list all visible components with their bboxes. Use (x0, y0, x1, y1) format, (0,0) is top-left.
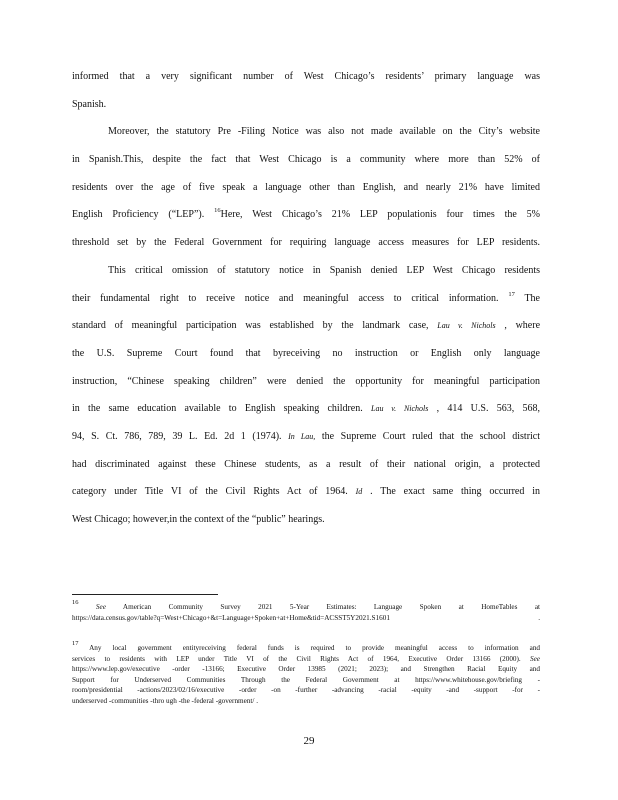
footnote-text: under Title VI of the Civil Rights Act of 1964, Executive Order 13166 (2000). (198, 654, 521, 663)
footnote-line: Support for Underserved Communities Through the Federal Government at https://www.whitehouse.gov/briefing - (72, 675, 540, 684)
body-line (72, 285, 540, 313)
footnote-text: Any local government entityreceiving federal funds is required to provide meaningful access to information and (89, 644, 541, 652)
footnote-ref-17[interactable]: 17 (508, 290, 515, 298)
body-text-fragment: , where (504, 320, 541, 332)
body-line: residents over the age of five speak a language other than English, and nearly 21% have limited (72, 181, 540, 193)
body-text-fragment: . The exact same thing occurred in (370, 486, 540, 498)
footnote-ref-16[interactable]: 16 (214, 207, 221, 215)
body-line: instruction, “Chinese speaking children” were denied the opportunity for meaningful participation (72, 375, 540, 387)
footnote-17 (72, 640, 541, 707)
footnote-text: American Community Survey 2021 5-Year Estimates: Language Spoken at HomeTables at (122, 603, 541, 611)
case-citation: Lau v. Nichols (437, 321, 496, 331)
footnote-line (72, 640, 541, 654)
footnote-number: 16 (72, 599, 79, 606)
case-citation: In Lau, (288, 431, 316, 441)
footnote-text: services to residents with LEP (72, 654, 189, 663)
footnote-line (72, 654, 540, 665)
body-text-fragment: Here, West Chicago’s 21% LEP populationis four times the 5% (220, 209, 540, 221)
body-line: Spanish. (72, 98, 107, 110)
footnote-line: underserved -communities -thro ugh -the -federal -government/ . (72, 696, 259, 705)
id-citation: Id (355, 487, 363, 497)
footnote-text: . (538, 613, 540, 622)
footnote-number: 17 (72, 640, 79, 647)
body-line (72, 423, 540, 451)
footnote-line (72, 613, 540, 624)
footnote-16 (72, 599, 541, 623)
body-text-fragment: their fundamental right to receive notice and meaningful access to critical information. (72, 292, 499, 304)
footnote-signal: See (530, 654, 540, 663)
body-line (72, 312, 540, 340)
footnote-line: https://www.lep.gov/executive -order -13166; Executive Order 13985 (2021; 2023); and Strengthen Racial Equity and (72, 665, 540, 674)
body-text (72, 63, 540, 534)
body-line: had discriminated against these Chinese students, as a result of their national origin, a protected (72, 458, 540, 470)
body-line: informed that a very significant number of West Chicago’s residents’ primary language was (72, 71, 540, 82)
body-text-fragment: category under Title VI of the Civil Rights Act of 1964. (72, 486, 348, 498)
body-line: Moreover, the statutory Pre -Filing Notice was also not made available on the City’s website (108, 126, 540, 138)
page-number: 29 (303, 735, 315, 747)
footnote-line: room/presidential -actions/2023/02/16/executive -order -on -further -advancing -racial -equity -and -support -for - (72, 686, 540, 695)
case-citation: Lau v. Nichols (371, 404, 429, 414)
footnote-signal: See (95, 603, 106, 611)
body-line: This critical omission of statutory notice in Spanish denied LEP West Chicago residents (108, 264, 540, 276)
body-text-fragment: the Supreme Court ruled that the school district (321, 430, 541, 442)
footnote-link[interactable]: https://data.census.gov/table?q=West+Chicago+&t=Language+Spoken+at+Home&tid=ACSST5Y2021.S1601 (72, 613, 390, 622)
footnote-line (72, 599, 541, 613)
body-text-fragment: in the same education available to English speaking children. (72, 403, 363, 415)
body-line: in Spanish.This, despite the fact that West Chicago is a community where more than 52% of (72, 154, 540, 166)
body-line: the U.S. Supreme Court found that byreceiving no instruction or English only language (72, 347, 540, 359)
body-text-fragment: The (524, 292, 540, 304)
body-line (72, 395, 540, 423)
body-text-fragment: standard of meaningful participation was established by the landmark case, (72, 320, 429, 332)
body-line (72, 478, 540, 506)
footnote-divider (72, 594, 218, 595)
body-line: threshold set by the Federal Government for requiring language access measures for LEP residents. (72, 237, 540, 249)
body-line (72, 201, 540, 229)
body-text-fragment: 94, S. Ct. 786, 789, 39 L. Ed. 2d 1 (1974). (72, 430, 282, 442)
body-line: West Chicago; however,in the context of the “public” hearings. (72, 514, 325, 525)
body-text-fragment: , 414 U.S. 563, 568, (436, 403, 540, 415)
body-text-fragment: English Proficiency (“LEP”). (72, 209, 205, 221)
